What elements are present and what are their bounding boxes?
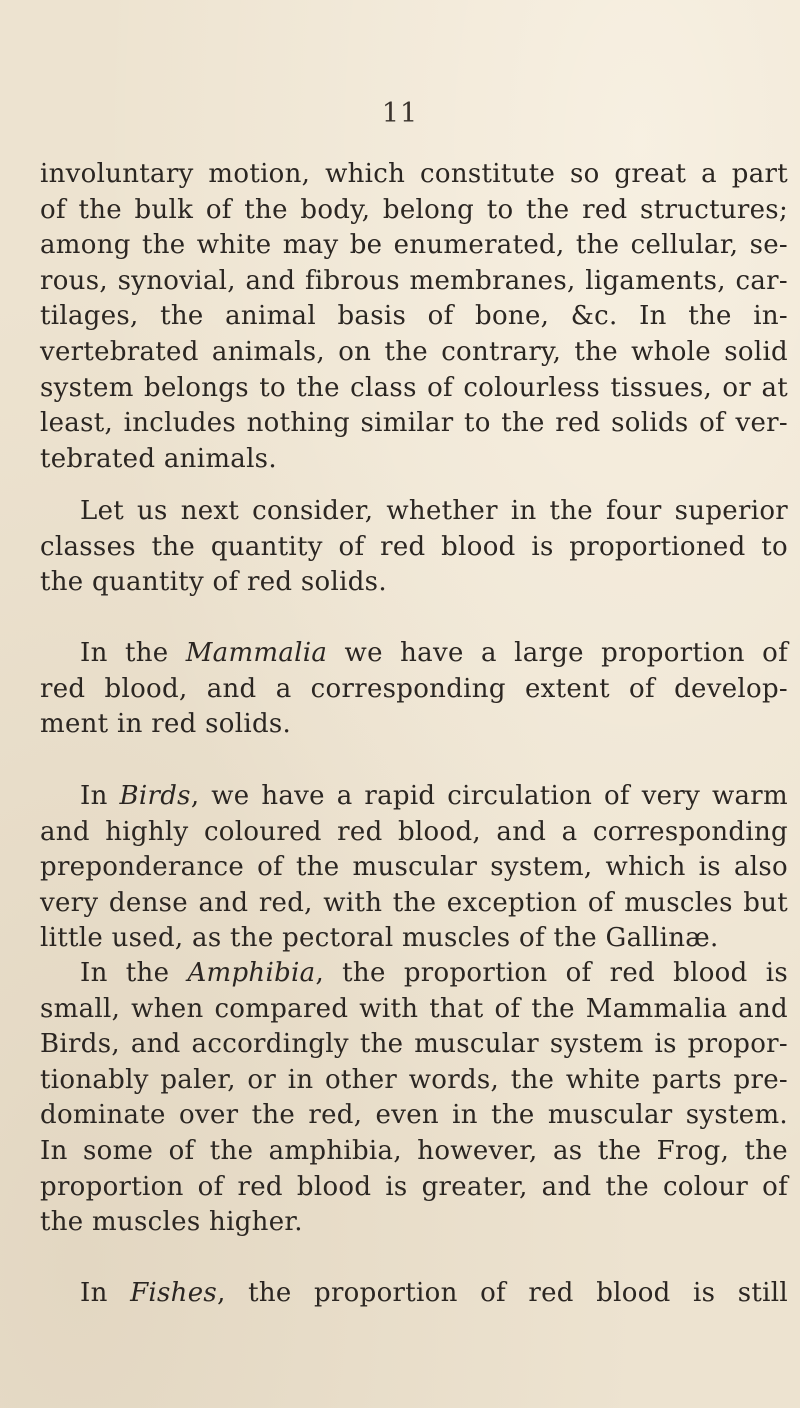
text-line: In Fishes, the proportion of red blood is still [80, 1278, 788, 1308]
text-line: of the bulk of the body, belong to the red structures; [40, 194, 788, 225]
text-line: In Birds, we have a rapid circulation of very warm [80, 781, 788, 811]
italic-term: Birds [119, 781, 191, 811]
paragraph [40, 956, 788, 1241]
paragraph [40, 157, 788, 477]
paragraph [40, 779, 788, 957]
text-line: little used, as the pectoral muscles of the Gallinæ. [40, 923, 719, 954]
text-line: proportion of red blood is greater, and the colour of [40, 1171, 788, 1202]
text-line: tilages, the animal basis of bone, &c. In the in- [40, 301, 788, 332]
italic-term: Mammalia [185, 638, 328, 668]
text-line: preponderance of the muscular system, which is also [40, 852, 788, 883]
paragraph [40, 1276, 788, 1312]
text-line: small, when compared with that of the Mammalia and [40, 993, 788, 1024]
italic-term: Amphibia [187, 958, 316, 988]
text-line: ment in red solids. [40, 709, 292, 740]
text-line: involuntary motion, which constitute so great a part [40, 159, 788, 189]
text-line: very dense and red, with the exception of muscles but [40, 887, 788, 918]
text-line: tionably paler, or in other words, the white parts pre- [40, 1064, 788, 1095]
paragraph [40, 636, 788, 743]
text-line: and highly coloured red blood, and a corresponding [40, 816, 788, 847]
text-line: In the Amphibia, the proportion of red blood is [80, 958, 788, 988]
text-line: the muscles higher. [40, 1207, 303, 1238]
text-line: system belongs to the class of colourless tissues, or at [40, 372, 788, 403]
text-line: the quantity of red solids. [40, 567, 387, 598]
text-line: dominate over the red, even in the muscular system. [40, 1100, 788, 1131]
text-line: among the white may be enumerated, the cellular, se- [40, 230, 788, 261]
text-line: Birds, and accordingly the muscular system is propor- [40, 1029, 788, 1060]
page-number: 11 [381, 98, 419, 129]
text-line: In the Mammalia we have a large proportion of [80, 638, 788, 668]
text-line: tebrated animals. [40, 443, 277, 474]
paragraph [40, 494, 788, 601]
text-line: least, includes nothing similar to the red solids of ver- [40, 408, 788, 439]
text-line: In some of the amphibia, however, as the Frog, the [40, 1135, 788, 1166]
text-line: Let us next consider, whether in the four superior [80, 496, 788, 526]
text-line: classes the quantity of red blood is proportioned to [40, 531, 788, 562]
italic-term: Fishes [130, 1278, 218, 1308]
text-line: red blood, and a corresponding extent of develop- [40, 673, 788, 704]
text-line: vertebrated animals, on the contrary, the whole solid [40, 336, 788, 367]
text-line: rous, synovial, and fibrous membranes, ligaments, car- [40, 265, 788, 296]
